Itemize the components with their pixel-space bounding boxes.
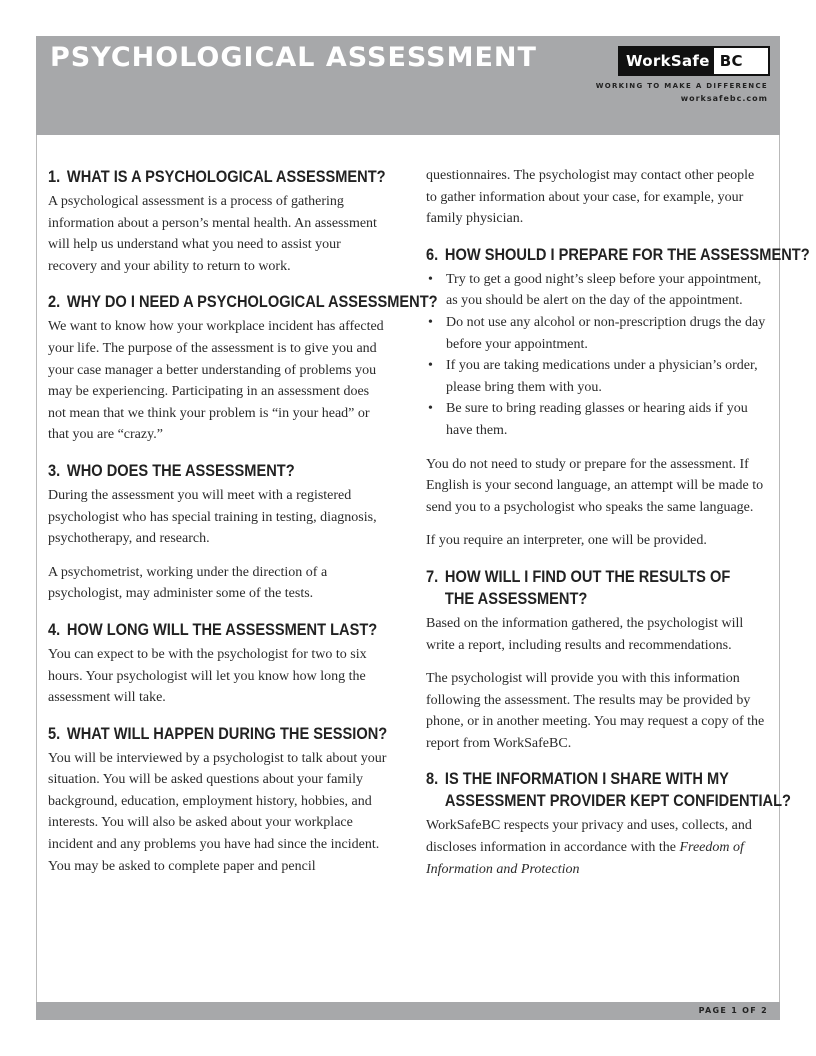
section-heading: 1. WHAT IS A PSYCHOLOGICAL ASSESSMENT?	[48, 167, 386, 186]
section-how-long	[48, 619, 390, 709]
paragraph: WorkSafeBC respects your privacy and uses, collects, and discloses information in accordance with the Freedom of Information and Protection	[426, 818, 752, 877]
list-item: • Be sure to bring reading glasses or hearing aids if you have them.	[426, 398, 768, 441]
section-heading: 2. WHY DO I NEED A PSYCHOLOGICAL ASSESSMENT?	[48, 292, 438, 312]
paragraph: questionnaires. The psychologist may contact other people to gather information about your case, for example, your family physician.	[426, 168, 755, 227]
tagline: WORKING TO MAKE A DIFFERENCE	[595, 82, 768, 90]
logo-worksafe-text: WorkSafe	[620, 48, 714, 74]
website-link[interactable]: worksafebc.com	[680, 94, 768, 103]
section-confidential	[426, 768, 791, 880]
section-why-need	[48, 291, 438, 446]
section-what-happens	[48, 723, 390, 878]
section-who-does	[48, 460, 390, 605]
paragraph: A psychological assessment is a process of gathering information about a person’s mental health. An assessment will help us understand what you need to assist your recovery and your ability to return to work.	[48, 194, 377, 274]
right-column	[426, 165, 810, 894]
preparation-list	[426, 269, 768, 442]
section-what-happens-continued	[426, 165, 768, 230]
section-what-is	[48, 166, 390, 277]
paragraph: You can expect to be with the psychologist for two to six hours. Your psychologist will let you know how long the assessment will take.	[48, 646, 367, 706]
section-how-prepare	[426, 244, 810, 552]
paragraph: If you require an interpreter, one will be provided.	[426, 533, 707, 549]
paragraph: During the assessment you will meet with a registered psychologist who has special training in testing, diagnosis, psychotherapy, and research.	[48, 487, 377, 547]
header-banner	[36, 36, 780, 135]
paragraph: A psychometrist, working under the direction of a psychologist, may administer some of the tests.	[48, 564, 328, 602]
section-heading: 5. WHAT WILL HAPPEN DURING THE SESSION?	[48, 723, 388, 743]
list-item: • If you are taking medications under a physician’s order, please bring them with you.	[426, 355, 768, 398]
paragraph: You do not need to study or prepare for the assessment. If English is your second language, an attempt will be made to send you to a psychologist who speaks the same language.	[426, 456, 764, 515]
section-heading: 3. WHO DOES THE ASSESSMENT?	[48, 460, 295, 480]
document-title: PSYCHOLOGICAL ASSESSMENT	[50, 42, 537, 73]
paragraph: You will be interviewed by a psychologist to talk about your situation. You will be asked questions about your family background, education, employment history, hobbies, and interests. You will also be asked about your workplace incident and any problems you have had since the incident. You may be asked to complete paper and pencil	[48, 750, 387, 874]
list-item: • Try to get a good night’s sleep before your appointment, as you should be alert on the day of the appointment.	[426, 269, 768, 312]
footer-bar	[36, 1002, 780, 1020]
paragraph: The psychologist will provide you with this information following the assessment. The results may be provided by phone, or in another meeting. You may request a copy of the report from WorkSafeBC.	[426, 671, 765, 751]
paragraph: We want to know how your workplace incident has affected your life. The purpose of the assessment is to give you and your case manager a better understanding of problems you may be experiencing. Participating in an assessment does not mean that we think your problem is “in your head” or that you are “crazy.”	[48, 319, 384, 443]
section-find-results	[426, 566, 768, 755]
paragraph: Based on the information gathered, the psychologist will write a report, including results and recommendations.	[426, 615, 744, 653]
section-heading: 7. HOW WILL I FIND OUT THE RESULTS OF THE ASSESSMENT?	[426, 566, 731, 608]
act-title: Freedom of Information and Protection	[426, 840, 744, 877]
worksafebc-logo	[618, 46, 770, 76]
section-heading: 8. IS THE INFORMATION I SHARE WITH MY ASSESSMENT PROVIDER KEPT CONFIDENTIAL?	[426, 769, 791, 811]
list-item: • Do not use any alcohol or non-prescription drugs the day before your appointment.	[426, 312, 768, 355]
section-heading: 4. HOW LONG WILL THE ASSESSMENT LAST?	[48, 619, 378, 639]
logo-bc-text: BC	[714, 48, 768, 74]
section-heading: 6. HOW SHOULD I PREPARE FOR THE ASSESSMENT?	[426, 244, 810, 264]
page-number: PAGE 1 OF 2	[698, 1006, 768, 1015]
left-column	[48, 166, 438, 891]
